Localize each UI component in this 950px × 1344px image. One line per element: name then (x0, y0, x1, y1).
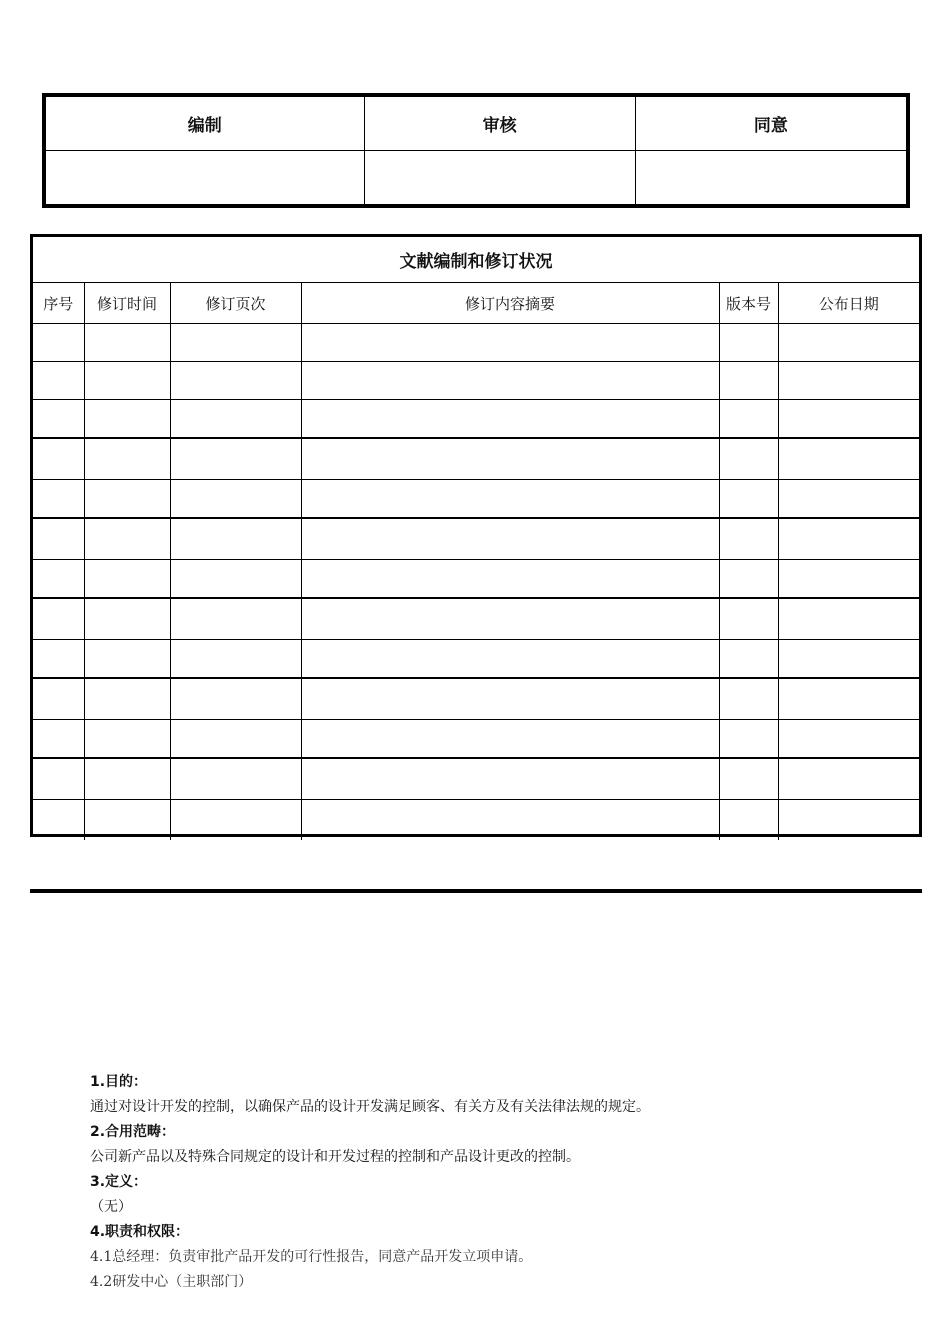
table-cell[interactable] (778, 400, 919, 439)
table-cell[interactable] (170, 800, 301, 841)
table-row (33, 438, 919, 480)
table-cell[interactable] (170, 438, 301, 480)
table-cell[interactable] (778, 560, 919, 599)
table-row (33, 324, 919, 362)
table-cell[interactable] (301, 640, 719, 679)
table-cell[interactable] (170, 480, 301, 519)
table-row (33, 400, 919, 439)
table-cell[interactable] (84, 480, 170, 519)
table-cell[interactable] (33, 560, 84, 599)
document-body (90, 1070, 890, 1295)
table-cell[interactable] (719, 438, 778, 480)
table-cell[interactable] (719, 758, 778, 800)
table-cell[interactable] (170, 720, 301, 759)
table-cell[interactable] (778, 324, 919, 362)
table-cell[interactable] (170, 758, 301, 800)
table-cell[interactable] (170, 518, 301, 560)
table-row (33, 480, 919, 519)
table-row (33, 518, 919, 560)
table-cell[interactable] (719, 480, 778, 519)
table-cell[interactable] (719, 400, 778, 439)
table-cell[interactable] (778, 518, 919, 560)
table-cell[interactable] (33, 480, 84, 519)
table-cell[interactable] (301, 758, 719, 800)
approval-header-prepared: 编制 (46, 97, 365, 151)
table-cell[interactable] (301, 800, 719, 841)
section-definition-heading: 3.定义： (90, 1174, 148, 1190)
column-header-seq: 序号 (33, 283, 84, 324)
table-cell[interactable] (301, 598, 719, 640)
table-cell[interactable] (301, 480, 719, 519)
table-cell[interactable] (33, 400, 84, 439)
table-cell[interactable] (33, 438, 84, 480)
table-cell[interactable] (170, 324, 301, 362)
table-cell[interactable] (170, 598, 301, 640)
table-cell[interactable] (84, 560, 170, 599)
table-cell[interactable] (778, 362, 919, 400)
table-cell[interactable] (719, 560, 778, 599)
table-cell[interactable] (84, 362, 170, 400)
table-cell[interactable] (719, 518, 778, 560)
section-purpose-heading: 1.目的： (90, 1074, 148, 1090)
table-cell[interactable] (33, 758, 84, 800)
approval-cell-prepared[interactable] (46, 151, 365, 205)
table-cell[interactable] (778, 720, 919, 759)
table-cell[interactable] (170, 560, 301, 599)
table-cell[interactable] (778, 598, 919, 640)
column-header-version: 版本号 (719, 283, 778, 324)
section-scope-text: 公司新产品以及特殊合同规定的设计和开发过程的控制和产品设计更改的控制。 (90, 1149, 580, 1165)
approval-header-reviewed: 审核 (364, 97, 635, 151)
table-row (33, 800, 919, 841)
table-cell[interactable] (301, 362, 719, 400)
table-cell[interactable] (301, 400, 719, 439)
table-cell[interactable] (170, 362, 301, 400)
table-cell[interactable] (778, 438, 919, 480)
revision-rows (33, 324, 919, 841)
table-cell[interactable] (301, 324, 719, 362)
section-responsibility-heading: 4.职责和权限： (90, 1224, 190, 1240)
table-cell[interactable] (33, 640, 84, 679)
table-row (33, 758, 919, 800)
revision-table-title: 文献编制和修订状况 (33, 237, 919, 283)
approval-header-approved: 同意 (635, 97, 906, 151)
table-cell[interactable] (84, 758, 170, 800)
table-cell[interactable] (33, 324, 84, 362)
table-cell[interactable] (719, 800, 778, 841)
table-cell[interactable] (719, 640, 778, 679)
table-cell[interactable] (84, 518, 170, 560)
table-cell[interactable] (301, 518, 719, 560)
table-cell[interactable] (301, 720, 719, 759)
section-scope-heading: 2.合用范畴： (90, 1124, 176, 1140)
table-cell[interactable] (719, 720, 778, 759)
table-cell[interactable] (778, 758, 919, 800)
column-header-revision-pages: 修订页次 (170, 283, 301, 324)
revision-table (30, 234, 922, 837)
table-cell[interactable] (84, 720, 170, 759)
table-cell[interactable] (84, 598, 170, 640)
table-cell[interactable] (33, 800, 84, 841)
table-row (33, 362, 919, 400)
table-cell[interactable] (301, 438, 719, 480)
table-cell[interactable] (84, 800, 170, 841)
table-row (33, 560, 919, 599)
section-definition-text: （无） (90, 1199, 132, 1215)
table-row (33, 678, 919, 720)
table-cell[interactable] (84, 678, 170, 720)
approval-table (42, 93, 910, 208)
table-cell[interactable] (33, 362, 84, 400)
table-cell[interactable] (33, 518, 84, 560)
table-cell[interactable] (719, 362, 778, 400)
section-responsibility-item-1: 4.1总经理：负责审批产品开发的可行性报告，同意产品开发立项申请。 (90, 1249, 533, 1265)
table-cell[interactable] (778, 800, 919, 841)
approval-cell-reviewed[interactable] (364, 151, 635, 205)
table-cell[interactable] (301, 560, 719, 599)
table-row (33, 598, 919, 640)
table-cell[interactable] (84, 324, 170, 362)
section-responsibility-item-2: 4.2研发中心（主职部门） (90, 1274, 253, 1290)
table-row (33, 720, 919, 759)
table-cell[interactable] (778, 678, 919, 720)
table-cell[interactable] (170, 640, 301, 679)
table-cell[interactable] (170, 400, 301, 439)
table-cell[interactable] (719, 598, 778, 640)
table-cell[interactable] (778, 480, 919, 519)
table-cell[interactable] (33, 678, 84, 720)
table-cell[interactable] (301, 678, 719, 720)
approval-cell-approved[interactable] (635, 151, 906, 205)
table-cell[interactable] (778, 640, 919, 679)
column-header-revision-time: 修订时间 (84, 283, 170, 324)
table-cell[interactable] (33, 598, 84, 640)
table-row (33, 640, 919, 679)
section-divider (30, 889, 922, 893)
table-cell[interactable] (719, 324, 778, 362)
table-cell[interactable] (84, 640, 170, 679)
table-cell[interactable] (84, 400, 170, 439)
table-cell[interactable] (719, 678, 778, 720)
section-purpose-text: 通过对设计开发的控制，以确保产品的设计开发满足顾客、有关方及有关法律法规的规定。 (90, 1099, 650, 1115)
table-cell[interactable] (170, 678, 301, 720)
column-header-publish-date: 公布日期 (778, 283, 919, 324)
column-header-revision-summary: 修订内容摘要 (301, 283, 719, 324)
table-cell[interactable] (84, 438, 170, 480)
table-cell[interactable] (33, 720, 84, 759)
